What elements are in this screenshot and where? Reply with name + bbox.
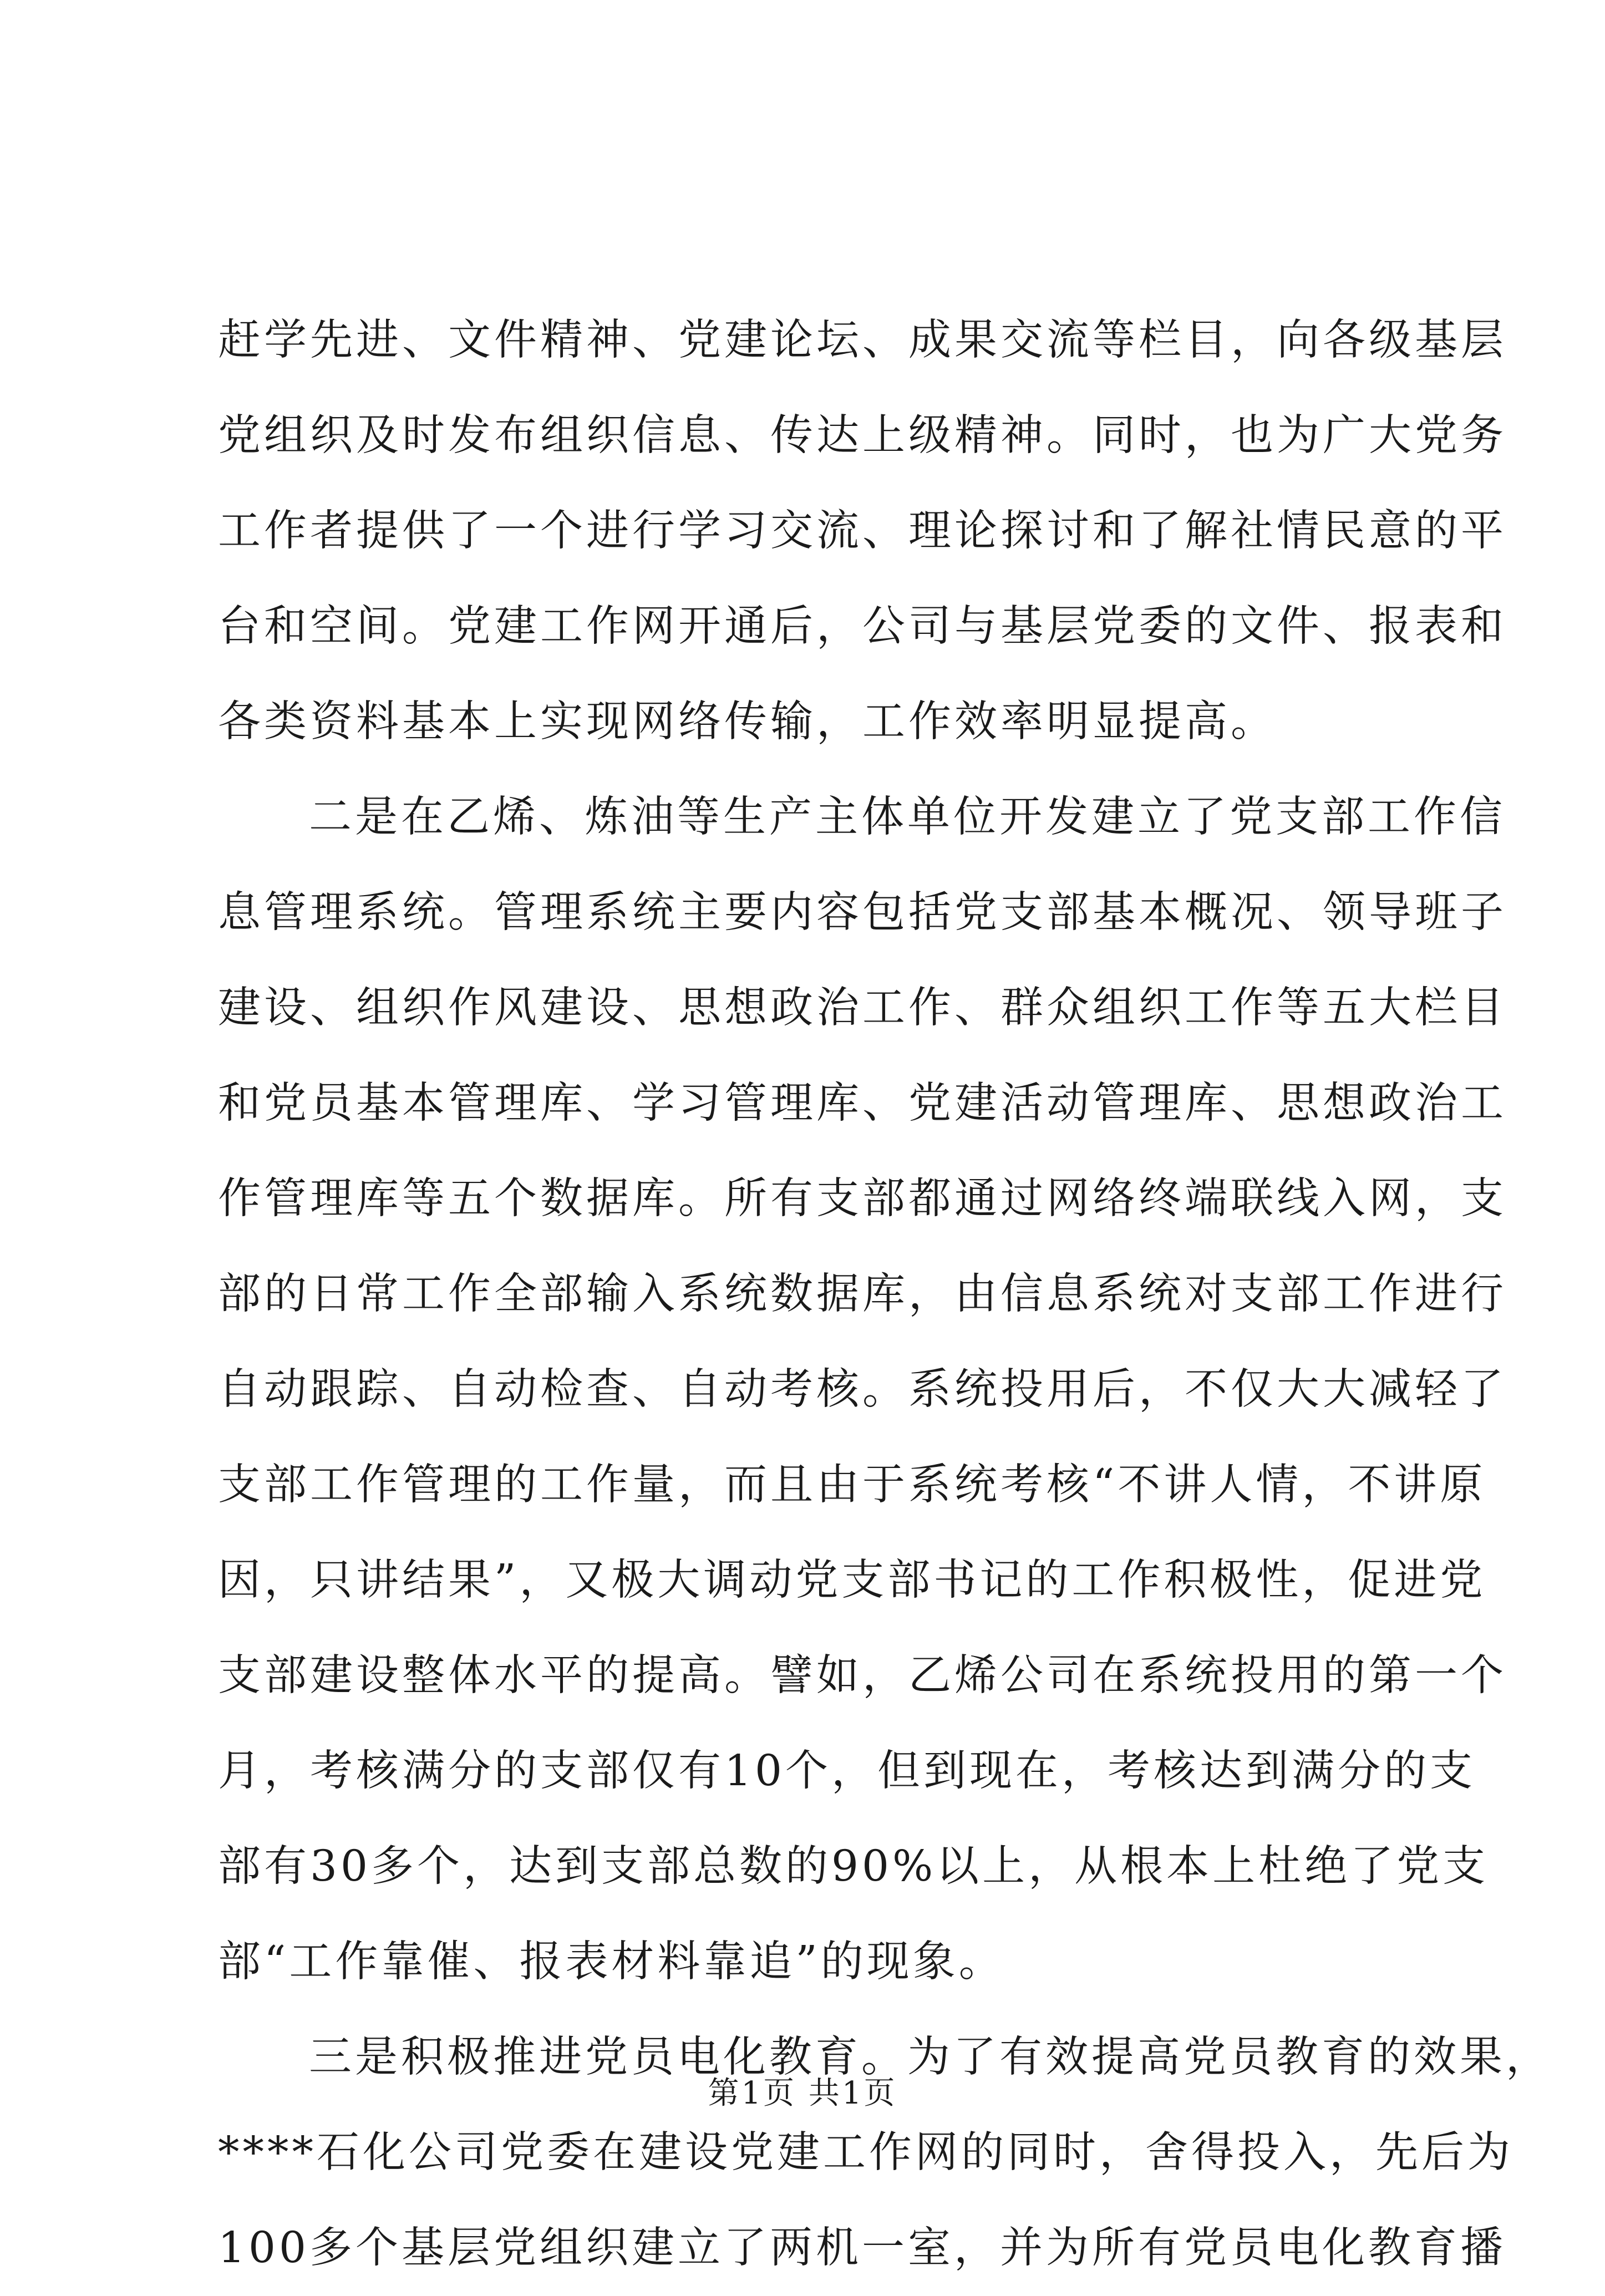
text-line-18: 部“工作靠催、报表材料靠追”的现象。: [218, 1937, 1005, 1987]
text-line-16: 月，考核满分的支部仅有10个，但到现在，考核达到满分的支: [218, 1746, 1476, 1796]
text-line-5: 各类资料基本上实现网络传输，工作效率明显提高。: [218, 697, 1277, 746]
text-line-15: 支部建设整体水平的提高。譬如，乙烯公司在系统投用的第一个: [218, 1651, 1507, 1700]
text-line-14: 因，只讲结果”，又极大调动党支部书记的工作积极性，促进党: [218, 1556, 1486, 1605]
text-line-7: 息管理系统。管理系统主要内容包括党支部基本概况、领导班子: [218, 888, 1507, 937]
text-line-20: ****石化公司党委在建设党建工作网的同时，舍得投入，先后为: [218, 2128, 1513, 2177]
text-line-3: 工作者提供了一个进行学习交流、理论探讨和了解社情民意的平: [218, 506, 1507, 556]
text-line-1: 赶学先进、文件精神、党建论坛、成果交流等栏目，向各级基层: [218, 316, 1507, 365]
text-line-8: 建设、组织作风建设、思想政治工作、群众组织工作等五大栏目: [218, 983, 1507, 1033]
text-line-2: 党组织及时发布组织信息、传达上级精神。同时，也为广大党务: [218, 411, 1507, 460]
text-line-13: 支部工作管理的工作量，而且由于系统考核“不讲人情，不讲原: [218, 1460, 1486, 1510]
text-line-6: 二是在乙烯、炼油等生产主体单位开发建立了党支部工作信: [309, 793, 1506, 842]
page-number-footer: 第1页 共1页: [708, 2075, 897, 2111]
document-body: [218, 293, 1552, 2296]
text-line-19: 三是积极推进党员电化教育。为了有效提高党员教育的效果，: [309, 2033, 1552, 2082]
text-line-11: 部的日常工作全部输入系统数据库，由信息系统对支部工作进行: [218, 1269, 1507, 1319]
text-line-10: 作管理库等五个数据库。所有支部都通过网络终端联线入网，支: [218, 1174, 1507, 1223]
text-line-9: 和党员基本管理库、学习管理库、党建活动管理库、思想政治工: [218, 1079, 1507, 1128]
text-line-12: 自动跟踪、自动检查、自动考核。系统投用后，不仅大大减轻了: [218, 1365, 1507, 1414]
text-line-4: 台和空间。党建工作网开通后，公司与基层党委的文件、报表和: [218, 602, 1507, 651]
text-line-17: 部有30多个，达到支部总数的90%以上，从根本上杜绝了党支: [218, 1842, 1489, 1891]
text-line-21: 100多个基层党组织建立了两机一室，并为所有党员电化教育播: [218, 2223, 1506, 2273]
